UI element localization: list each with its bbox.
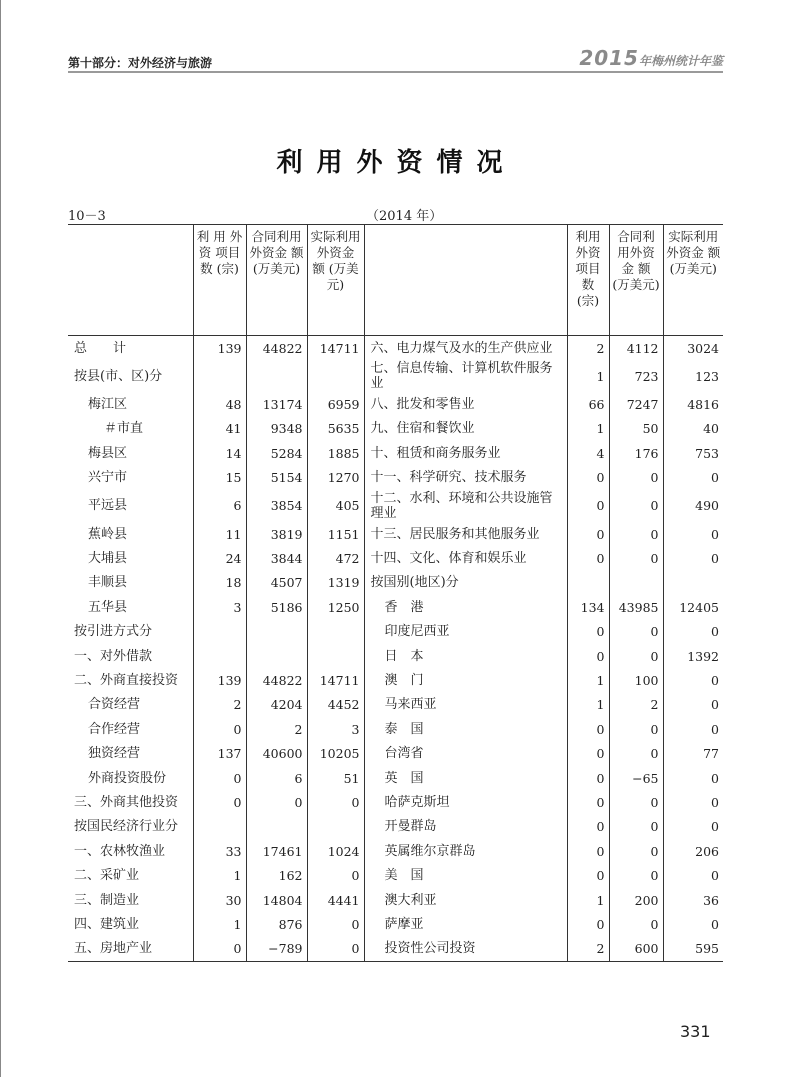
left-contract-amount: 5284	[246, 441, 307, 465]
right-projects: 0	[567, 912, 609, 936]
right-projects: 0	[567, 863, 609, 887]
right-contract-amount: 0	[609, 912, 663, 936]
table-row	[68, 863, 723, 887]
table-row	[68, 668, 723, 692]
left-actual-amount: 0	[307, 937, 364, 962]
right-projects: 0	[567, 839, 609, 863]
right-projects: 4	[567, 441, 609, 465]
right-actual-amount: 12405	[663, 595, 723, 619]
right-contract-amount: 0	[609, 620, 663, 644]
right-row-label: 泰 国	[364, 717, 567, 741]
left-header-projects: 利 用 外 资 项目数 (宗)	[193, 225, 246, 336]
right-projects: 1	[567, 693, 609, 717]
right-actual-amount: 0	[663, 790, 723, 814]
left-actual-amount: 472	[307, 546, 364, 570]
table-number: 10－3	[68, 209, 106, 224]
right-projects: 0	[567, 490, 609, 522]
left-row-label: 一、对外借款	[74, 648, 153, 664]
left-actual-amount: 5635	[307, 417, 364, 441]
left-contract-amount: 44822	[246, 668, 307, 692]
right-projects: 1	[567, 888, 609, 912]
table-row	[68, 360, 723, 392]
left-projects	[193, 644, 246, 668]
left-row-label: 一、农林牧渔业	[74, 843, 166, 859]
left-contract-amount: 0	[246, 790, 307, 814]
table-row	[68, 888, 723, 912]
yearbook-year: 2015	[579, 46, 639, 70]
left-row-label: ＃市直	[104, 421, 144, 437]
right-projects: 0	[567, 717, 609, 741]
left-projects: 6	[193, 490, 246, 522]
left-row-label: 五、房地产业	[74, 941, 153, 957]
left-contract-amount: 44822	[246, 336, 307, 361]
table-row	[68, 912, 723, 936]
right-contract-amount: 0	[609, 815, 663, 839]
left-projects: 3	[193, 595, 246, 619]
left-contract-amount	[246, 360, 307, 392]
right-actual-amount: 490	[663, 490, 723, 522]
right-contract-amount: 0	[609, 863, 663, 887]
left-actual-amount: 3	[307, 717, 364, 741]
left-projects	[193, 620, 246, 644]
left-contract-amount: 3844	[246, 546, 307, 570]
right-projects: 1	[567, 668, 609, 692]
right-row-label: 投资性公司投资	[364, 937, 567, 962]
left-projects: 24	[193, 546, 246, 570]
header-rule	[68, 71, 723, 73]
right-actual-amount: 753	[663, 441, 723, 465]
left-contract-amount: 2	[246, 717, 307, 741]
right-actual-amount: 0	[663, 466, 723, 490]
left-row-label: 蕉岭县	[88, 526, 128, 542]
left-header-actual: 实际利用外资金 额 (万美元)	[307, 225, 364, 336]
left-projects: 14	[193, 441, 246, 465]
right-actual-amount: 0	[663, 717, 723, 741]
right-actual-amount: 0	[663, 620, 723, 644]
right-actual-amount: 0	[663, 766, 723, 790]
right-contract-amount: 200	[609, 888, 663, 912]
right-row-label: 英属维尔京群岛	[364, 839, 567, 863]
right-row-label: 十二、水利、环境和公共设施管理业	[364, 490, 567, 522]
page-number: 331	[680, 1022, 711, 1041]
left-contract-amount: 17461	[246, 839, 307, 863]
section-header: 第十部分：对外经济与旅游	[68, 56, 213, 70]
right-contract-amount: 50	[609, 417, 663, 441]
right-projects: 134	[567, 595, 609, 619]
table-row	[68, 466, 723, 490]
right-header-actual: 实际利用外资金 额 (万美元)	[663, 225, 723, 336]
left-actual-amount: 0	[307, 863, 364, 887]
table-row	[68, 392, 723, 416]
right-contract-amount: 723	[609, 360, 663, 392]
left-contract-amount: 3819	[246, 522, 307, 546]
right-contract-amount: 0	[609, 717, 663, 741]
right-actual-amount	[663, 571, 723, 595]
left-contract-amount	[246, 620, 307, 644]
left-projects: 1	[193, 863, 246, 887]
right-projects: 66	[567, 392, 609, 416]
left-row-label: 兴宁市	[88, 470, 128, 486]
left-actual-amount	[307, 620, 364, 644]
table-row	[68, 441, 723, 465]
right-contract-amount: 4112	[609, 336, 663, 361]
right-contract-amount: 0	[609, 790, 663, 814]
foreign-investment-table	[68, 224, 723, 962]
table-row	[68, 766, 723, 790]
right-contract-amount: −65	[609, 766, 663, 790]
right-projects: 1	[567, 417, 609, 441]
right-actual-amount: 123	[663, 360, 723, 392]
right-row-label: 九、住宿和餐饮业	[364, 417, 567, 441]
left-contract-amount: 4204	[246, 693, 307, 717]
right-contract-amount: 43985	[609, 595, 663, 619]
right-projects: 0	[567, 815, 609, 839]
left-actual-amount	[307, 815, 364, 839]
left-row-label: 按引进方式分	[74, 624, 153, 640]
left-row-label: 平远县	[88, 498, 128, 514]
left-projects: 1	[193, 912, 246, 936]
left-contract-amount: −789	[246, 937, 307, 962]
left-contract-amount: 14804	[246, 888, 307, 912]
left-row-label: 三、制造业	[74, 892, 140, 908]
left-actual-amount: 1151	[307, 522, 364, 546]
left-row-label: 梅县区	[88, 445, 128, 461]
left-projects: 139	[193, 336, 246, 361]
right-projects: 0	[567, 741, 609, 765]
right-projects: 0	[567, 790, 609, 814]
right-actual-amount: 0	[663, 912, 723, 936]
table-row	[68, 790, 723, 814]
left-projects: 48	[193, 392, 246, 416]
right-row-label: 十三、居民服务和其他服务业	[364, 522, 567, 546]
table-row	[68, 490, 723, 522]
right-actual-amount: 4816	[663, 392, 723, 416]
left-row-label: 三、外商其他投资	[74, 794, 179, 810]
right-contract-amount: 0	[609, 522, 663, 546]
left-projects: 15	[193, 466, 246, 490]
right-actual-amount: 595	[663, 937, 723, 962]
left-row-label: 五华县	[88, 599, 128, 615]
right-row-label: 马来西亚	[364, 693, 567, 717]
left-contract-amount	[246, 644, 307, 668]
left-row-label: 丰顺县	[88, 575, 128, 591]
left-contract-amount: 3854	[246, 490, 307, 522]
left-actual-amount	[307, 644, 364, 668]
left-actual-amount: 0	[307, 790, 364, 814]
left-header-contract: 合同利用外资金 额 (万美元)	[246, 225, 307, 336]
left-contract-amount: 162	[246, 863, 307, 887]
right-projects: 1	[567, 360, 609, 392]
left-actual-amount: 1250	[307, 595, 364, 619]
left-actual-amount: 4441	[307, 888, 364, 912]
right-row-label: 印度尼西亚	[364, 620, 567, 644]
table-row	[68, 620, 723, 644]
right-actual-amount: 0	[663, 668, 723, 692]
right-actual-amount: 0	[663, 546, 723, 570]
left-actual-amount: 1885	[307, 441, 364, 465]
right-contract-amount: 0	[609, 839, 663, 863]
table-row	[68, 937, 723, 962]
table-row	[68, 522, 723, 546]
right-label-header	[364, 225, 567, 336]
left-contract-amount: 5186	[246, 595, 307, 619]
right-row-label: 英 国	[364, 766, 567, 790]
right-actual-amount: 1392	[663, 644, 723, 668]
left-actual-amount: 1270	[307, 466, 364, 490]
right-row-label: 六、电力煤气及水的生产供应业	[364, 336, 567, 361]
right-actual-amount: 36	[663, 888, 723, 912]
left-row-label: 总 计	[74, 340, 127, 356]
table-row	[68, 644, 723, 668]
right-projects: 2	[567, 937, 609, 962]
table-row	[68, 595, 723, 619]
right-header-projects: 利用外资项目数 (宗)	[567, 225, 609, 336]
left-contract-amount: 13174	[246, 392, 307, 416]
right-projects	[567, 571, 609, 595]
left-projects: 0	[193, 937, 246, 962]
left-row-label: 外商投资股份	[88, 770, 167, 786]
left-contract-amount: 876	[246, 912, 307, 936]
right-row-label: 十、租赁和商务服务业	[364, 441, 567, 465]
table-row	[68, 571, 723, 595]
left-row-label: 独资经营	[88, 746, 141, 762]
right-projects: 0	[567, 522, 609, 546]
table-body	[68, 336, 723, 962]
left-contract-amount: 6	[246, 766, 307, 790]
right-contract-amount: 7247	[609, 392, 663, 416]
right-contract-amount: 0	[609, 490, 663, 522]
left-projects: 137	[193, 741, 246, 765]
left-row-label: 四、建筑业	[74, 916, 140, 932]
left-actual-amount: 14711	[307, 336, 364, 361]
right-contract-amount: 0	[609, 546, 663, 570]
left-projects: 41	[193, 417, 246, 441]
table-row	[68, 546, 723, 570]
left-row-label: 梅江区	[88, 397, 128, 413]
right-contract-amount: 100	[609, 668, 663, 692]
right-contract-amount	[609, 571, 663, 595]
right-projects: 2	[567, 336, 609, 361]
left-row-label: 按县(市、区)分	[74, 368, 163, 384]
yearbook-name: 年梅州统计年鉴	[638, 54, 723, 68]
table-row	[68, 839, 723, 863]
left-actual-amount: 6959	[307, 392, 364, 416]
right-row-label: 香 港	[364, 595, 567, 619]
left-actual-amount: 1024	[307, 839, 364, 863]
right-contract-amount: 0	[609, 741, 663, 765]
right-row-label: 澳大利亚	[364, 888, 567, 912]
right-row-label: 十一、科学研究、技术服务	[364, 466, 567, 490]
page-title: 利用外资情况	[276, 148, 517, 178]
table-row	[68, 815, 723, 839]
right-row-label: 美 国	[364, 863, 567, 887]
right-row-label: 开曼群岛	[364, 815, 567, 839]
left-row-label: 二、外商直接投资	[74, 672, 179, 688]
left-actual-amount: 0	[307, 912, 364, 936]
left-projects: 30	[193, 888, 246, 912]
left-projects: 0	[193, 766, 246, 790]
right-projects: 0	[567, 644, 609, 668]
right-actual-amount: 0	[663, 693, 723, 717]
right-actual-amount: 0	[663, 815, 723, 839]
right-actual-amount: 3024	[663, 336, 723, 361]
yearbook-header	[579, 46, 723, 70]
left-projects: 2	[193, 693, 246, 717]
right-actual-amount: 0	[663, 863, 723, 887]
left-projects: 33	[193, 839, 246, 863]
left-projects	[193, 815, 246, 839]
left-actual-amount: 1319	[307, 571, 364, 595]
table-row	[68, 717, 723, 741]
right-header-contract: 合同利用外资金 额 (万美元)	[609, 225, 663, 336]
right-row-label: 八、批发和零售业	[364, 392, 567, 416]
table-row	[68, 336, 723, 361]
table-header-row	[68, 225, 723, 336]
right-contract-amount: 0	[609, 466, 663, 490]
left-actual-amount: 405	[307, 490, 364, 522]
right-contract-amount: 0	[609, 644, 663, 668]
right-actual-amount: 0	[663, 522, 723, 546]
right-projects: 0	[567, 620, 609, 644]
table-row	[68, 741, 723, 765]
left-label-header	[68, 225, 193, 336]
left-actual-amount: 14711	[307, 668, 364, 692]
right-actual-amount: 40	[663, 417, 723, 441]
left-contract-amount	[246, 815, 307, 839]
right-row-label: 哈萨克斯坦	[364, 790, 567, 814]
left-actual-amount	[307, 360, 364, 392]
left-row-label: 按国民经济行业分	[74, 819, 179, 835]
left-contract-amount: 4507	[246, 571, 307, 595]
year-note: （2014 年）	[366, 209, 443, 224]
right-row-label: 十四、文化、体育和娱乐业	[364, 546, 567, 570]
left-contract-amount: 40600	[246, 741, 307, 765]
right-row-label: 按国别(地区)分	[364, 571, 567, 595]
right-projects: 0	[567, 546, 609, 570]
right-row-label: 日 本	[364, 644, 567, 668]
left-projects: 0	[193, 717, 246, 741]
right-row-label: 萨摩亚	[364, 912, 567, 936]
right-actual-amount: 206	[663, 839, 723, 863]
left-contract-amount: 9348	[246, 417, 307, 441]
left-row-label: 合资经营	[88, 697, 141, 713]
right-contract-amount: 176	[609, 441, 663, 465]
right-contract-amount: 2	[609, 693, 663, 717]
table-row	[68, 417, 723, 441]
right-projects: 0	[567, 766, 609, 790]
left-projects: 11	[193, 522, 246, 546]
left-projects: 0	[193, 790, 246, 814]
right-contract-amount: 600	[609, 937, 663, 962]
right-actual-amount: 77	[663, 741, 723, 765]
left-projects: 18	[193, 571, 246, 595]
left-contract-amount: 5154	[246, 466, 307, 490]
left-row-label: 二、采矿业	[74, 868, 140, 884]
table-row	[68, 693, 723, 717]
left-row-label: 合作经营	[88, 721, 141, 737]
right-row-label: 七、信息传输、计算机软件服务业	[364, 360, 567, 392]
right-row-label: 台湾省	[364, 741, 567, 765]
right-projects: 0	[567, 466, 609, 490]
right-row-label: 澳 门	[364, 668, 567, 692]
left-actual-amount: 51	[307, 766, 364, 790]
left-actual-amount: 4452	[307, 693, 364, 717]
left-actual-amount: 10205	[307, 741, 364, 765]
left-projects: 139	[193, 668, 246, 692]
left-projects	[193, 360, 246, 392]
left-row-label: 大埔县	[88, 551, 128, 567]
